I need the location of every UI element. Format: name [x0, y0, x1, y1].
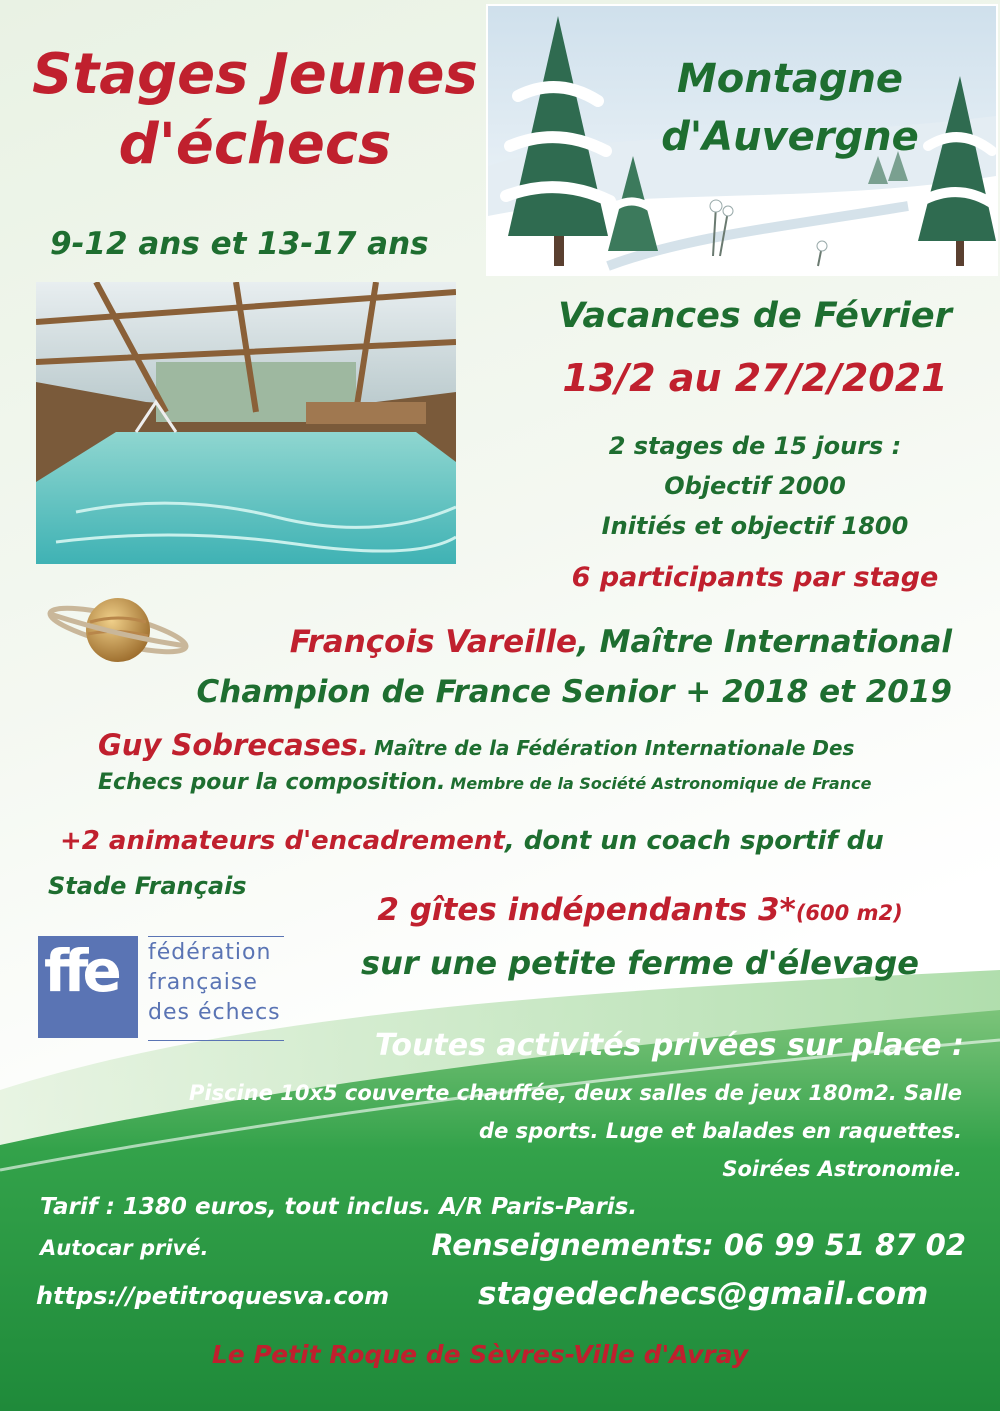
- location-line-2: d'Auvergne: [661, 114, 919, 160]
- person2-desc-a: Maître de la Fédération Internationale Des: [374, 736, 855, 760]
- title-line-2: d'échecs: [118, 112, 392, 177]
- person1-championship: Champion de France Senior + 2018 et 2019: [196, 674, 952, 710]
- ffe-logo-mark: [38, 936, 138, 1038]
- person2-line-2: [98, 770, 958, 795]
- organizer-name: Le Petit Roque de Sèvres-Ville d'Avray: [211, 1340, 749, 1369]
- person1-line: [200, 624, 952, 660]
- age-groups: 9-12 ans et 13-17 ans: [50, 226, 429, 262]
- stage-objective-1800: Initiés et objectif 1800: [601, 512, 909, 540]
- participants-count: 6 participants par stage: [571, 562, 939, 593]
- lodging-line-1: [320, 892, 960, 928]
- person2-line: [98, 728, 958, 762]
- stage-objective-2000: Objectif 2000: [664, 472, 846, 500]
- activities-heading: Toutes activités privées sur place :: [374, 1028, 964, 1063]
- contact-phone: Renseignements: 06 99 51 87 02: [431, 1228, 966, 1262]
- stages-list: [520, 426, 990, 546]
- activities-line-3: Soirées Astronomie.: [722, 1157, 962, 1181]
- animators-line: [60, 826, 884, 856]
- ffe-logo-text: [148, 938, 281, 1028]
- holiday-period: Vacances de Février: [558, 296, 952, 336]
- person2-name: Guy Sobrecases.: [98, 728, 369, 762]
- person1-title: , Maître International: [577, 624, 952, 660]
- stages-intro: 2 stages de 15 jours :: [608, 432, 902, 460]
- ffe-logo-rule-top: [148, 936, 284, 937]
- animators-count: +2 animateurs d'encadrement: [60, 826, 505, 856]
- location-line-1: Montagne: [676, 56, 904, 102]
- saturn-planet-image: [40, 584, 190, 674]
- activities-line-1: Piscine 10x5 couverte chauffée, deux salles de jeux 180m2. Salle: [188, 1081, 962, 1105]
- ffe-logo-line-1: fédération: [148, 940, 272, 965]
- location-label: [600, 50, 980, 166]
- lodging-gites: 2 gîtes indépendants 3*: [377, 892, 796, 928]
- title-line-1: Stages Jeunes: [32, 42, 478, 107]
- ffe-logo-letters: ffe: [44, 937, 116, 1005]
- ffe-logo-line-2: française: [148, 970, 258, 995]
- person1-name: François Vareille: [289, 624, 578, 660]
- indoor-pool-image: [36, 282, 456, 564]
- email-link[interactable]: stagedechecs@gmail.com: [478, 1276, 929, 1312]
- person2-desc-b: Echecs pour la composition.: [98, 770, 446, 795]
- lodging-line-2: sur une petite ferme d'élevage: [361, 944, 919, 982]
- lodging-area: (600 m2): [795, 901, 903, 925]
- ffe-logo-line-3: des échecs: [148, 1000, 281, 1025]
- activities-list: [60, 1074, 962, 1188]
- person2-desc-c: Membre de la Société Astronomique de France: [450, 774, 872, 793]
- date-range: 13/2 au 27/2/2021: [562, 356, 948, 400]
- website-link[interactable]: https://petitroquesva.com: [36, 1282, 390, 1310]
- main-title: [30, 40, 480, 180]
- ffe-logo-rule-bottom: [148, 1040, 284, 1041]
- animators-coach: , dont un coach sportif du: [504, 826, 884, 856]
- tarif-line: Tarif : 1380 euros, tout inclus. A/R Paris-Paris.: [40, 1194, 638, 1220]
- autocar-line: Autocar privé.: [40, 1236, 209, 1260]
- animators-club: Stade Français: [48, 872, 247, 900]
- activities-line-2: de sports. Luge et balades en raquettes.: [479, 1119, 962, 1143]
